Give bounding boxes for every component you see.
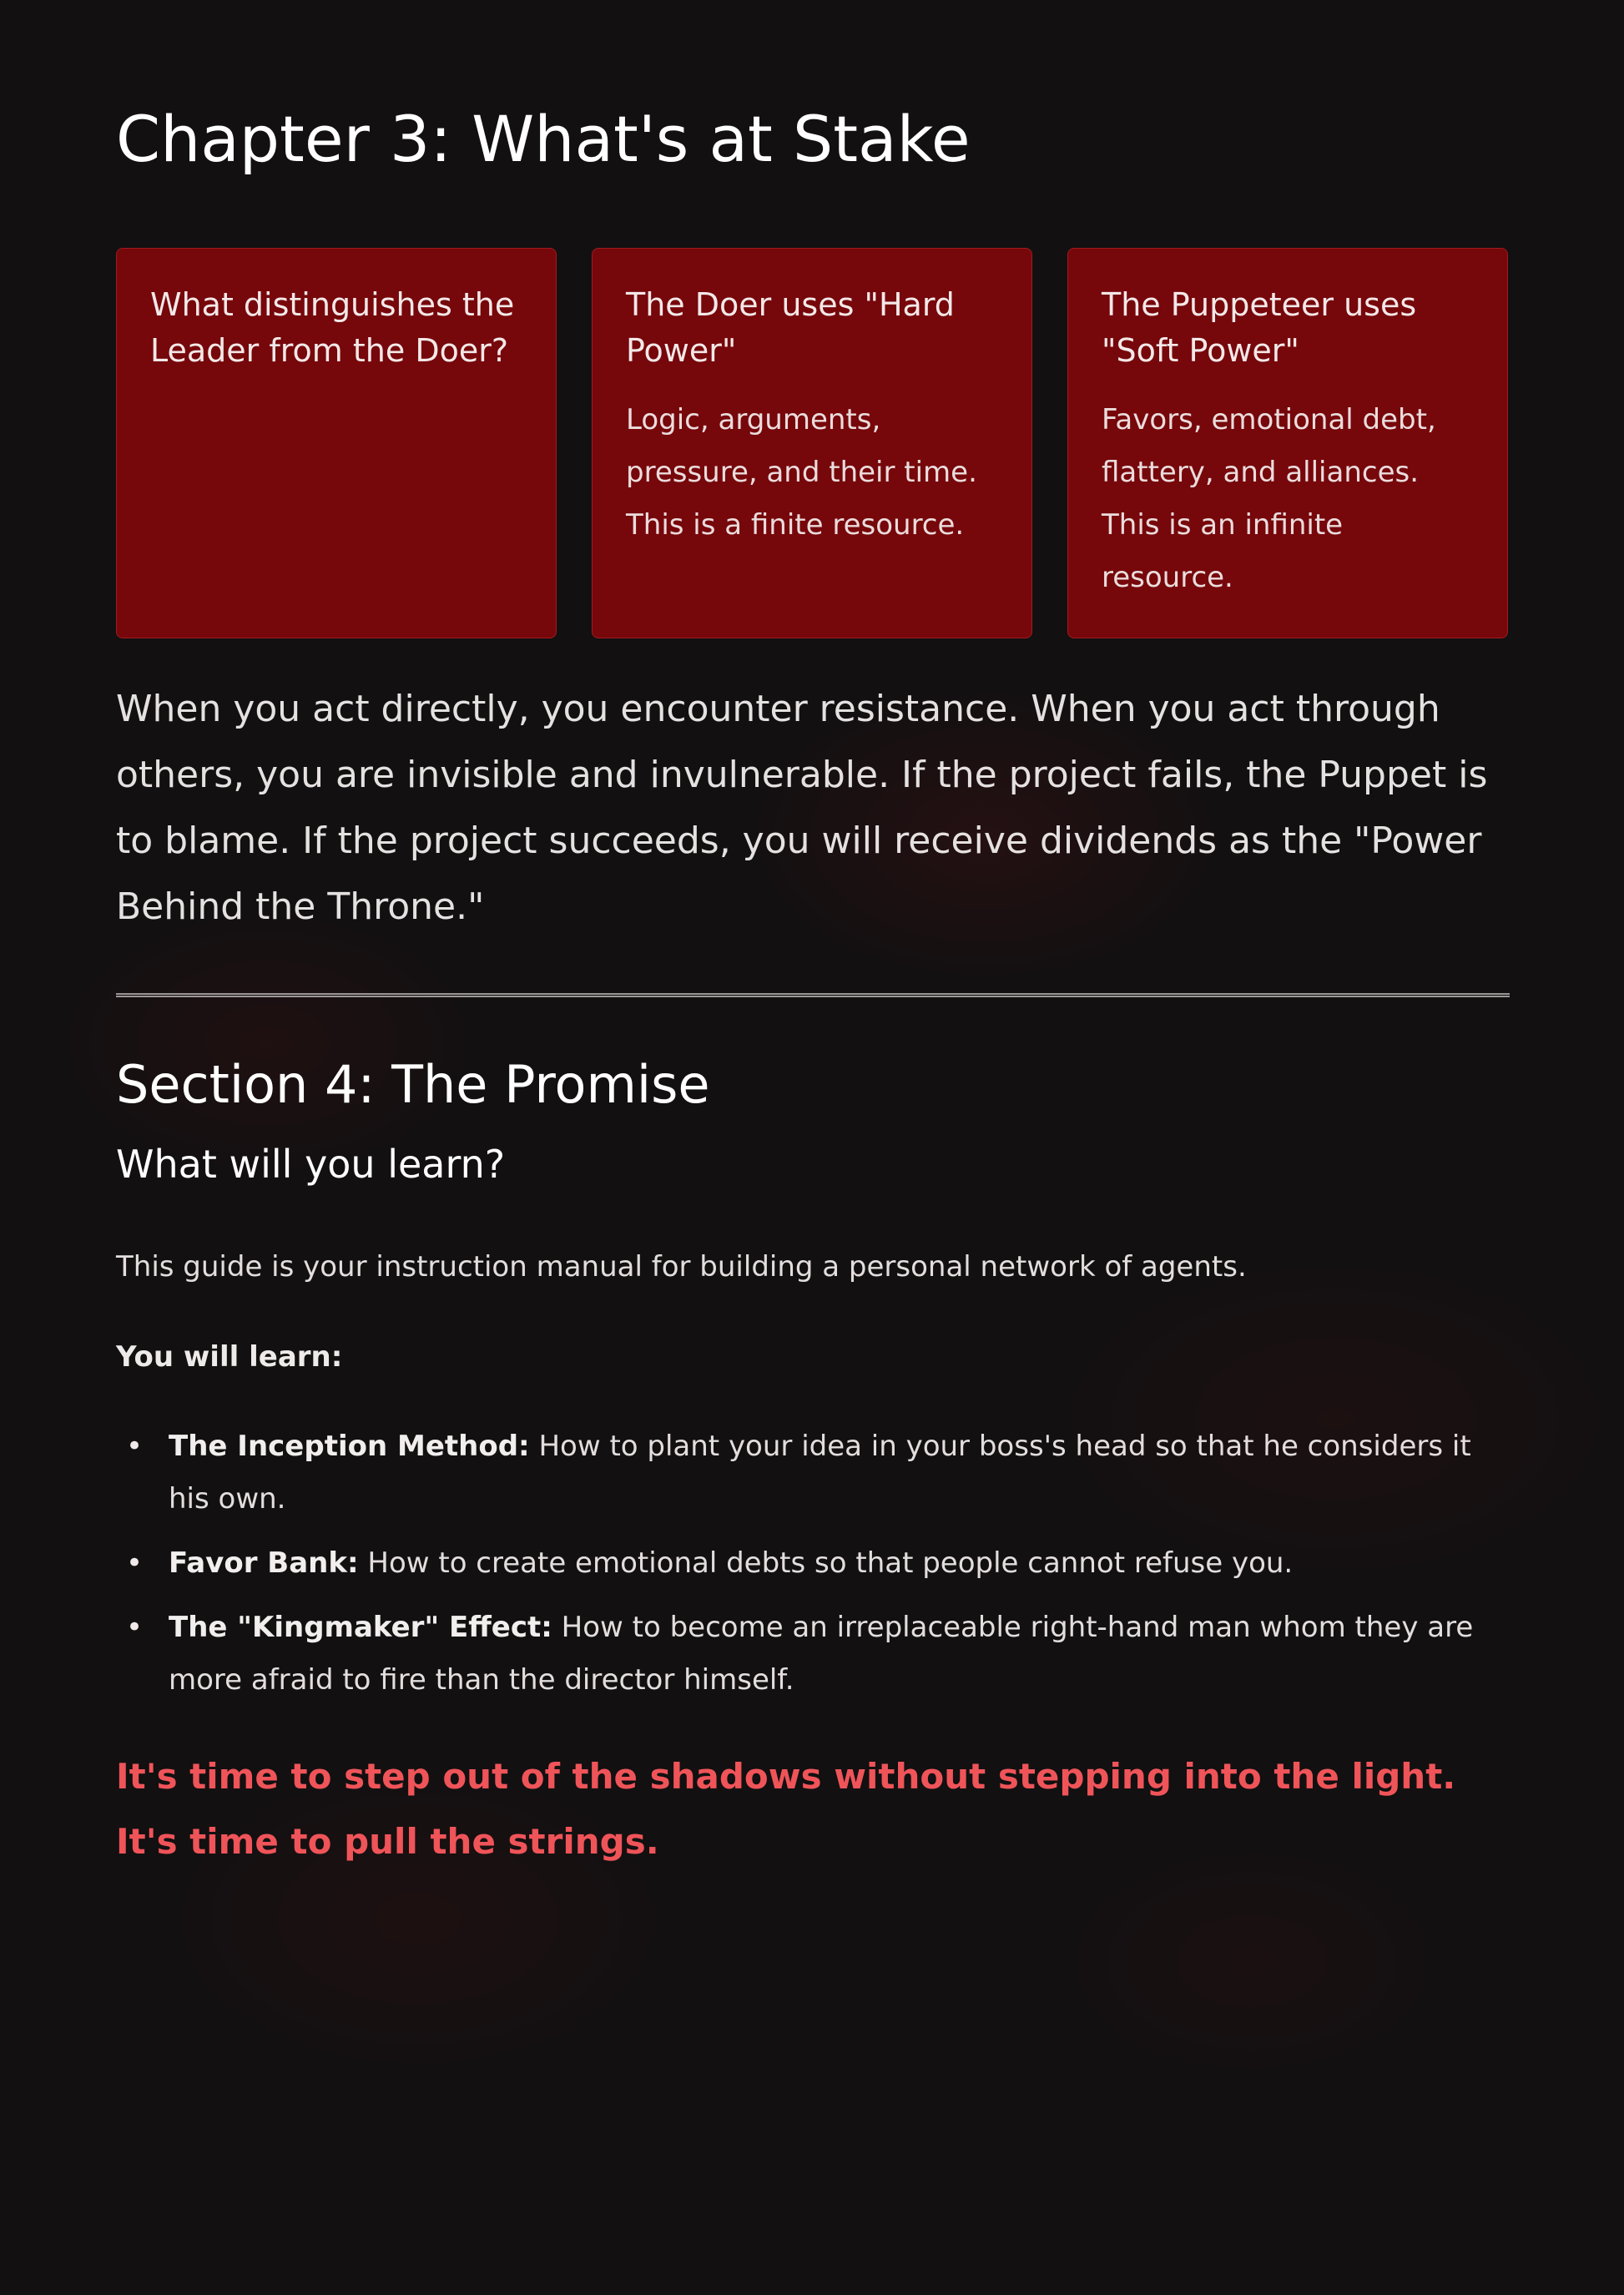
- lead-paragraph: This guide is your instruction manual for building a personal network of agents.: [116, 1250, 1247, 1284]
- card-title: The Doer uses "Hard Power": [626, 286, 955, 369]
- list-item: [116, 1420, 1510, 1526]
- comparison-cards: [116, 248, 1510, 638]
- bullet-icon: •: [126, 1430, 144, 1463]
- section-subtitle: What will you learn?: [116, 1142, 506, 1187]
- card-text: Favors, emotional debt, flattery, and alliances. This is an infinite resource.: [1102, 403, 1436, 594]
- list-item-text: How to become an irreplaceable right-hand man whom they are more afraid to fire than the director himself.: [169, 1611, 1474, 1697]
- card-leader-vs-doer: [116, 248, 557, 638]
- list-item: [116, 1601, 1510, 1707]
- chapter-title: Chapter 3: What's at Stake: [116, 102, 971, 176]
- list-item-text: How to create emotional debts so that people cannot refuse you.: [358, 1546, 1294, 1580]
- card-hard-power: [592, 248, 1032, 638]
- card-title: The Puppeteer uses "Soft Power": [1102, 286, 1417, 369]
- list-item-text: How to plant your idea in your boss's head so that he considers it his own.: [169, 1430, 1471, 1516]
- list-item-title: The "Kingmaker" Effect:: [169, 1611, 552, 1644]
- bullet-icon: •: [126, 1611, 144, 1644]
- list-item-title: The Inception Method:: [169, 1430, 530, 1463]
- card-soft-power: [1067, 248, 1508, 638]
- section-divider: [116, 993, 1510, 997]
- card-text: Logic, arguments, pressure, and their time. This is a finite resource.: [626, 403, 977, 542]
- intro-paragraph: When you act directly, you encounter resistance. When you act through others, you are invisible and invulnerable. If the project fails, the Puppet is to blame. If the project succeeds, you will receive dividends as the "Power Behind the Throne.": [116, 688, 1488, 928]
- list-item: [116, 1537, 1510, 1590]
- learn-heading: You will learn:: [116, 1340, 343, 1374]
- card-title: What distinguishes the Leader from the Doer?: [150, 286, 515, 369]
- bullet-icon: •: [126, 1546, 144, 1580]
- learn-list: [116, 1420, 1510, 1718]
- list-item-title: Favor Bank:: [169, 1546, 359, 1580]
- call-to-action: It's time to step out of the shadows without stepping into the light. It's time to pull the strings.: [116, 1756, 1456, 1862]
- section-title: Section 4: The Promise: [116, 1054, 710, 1115]
